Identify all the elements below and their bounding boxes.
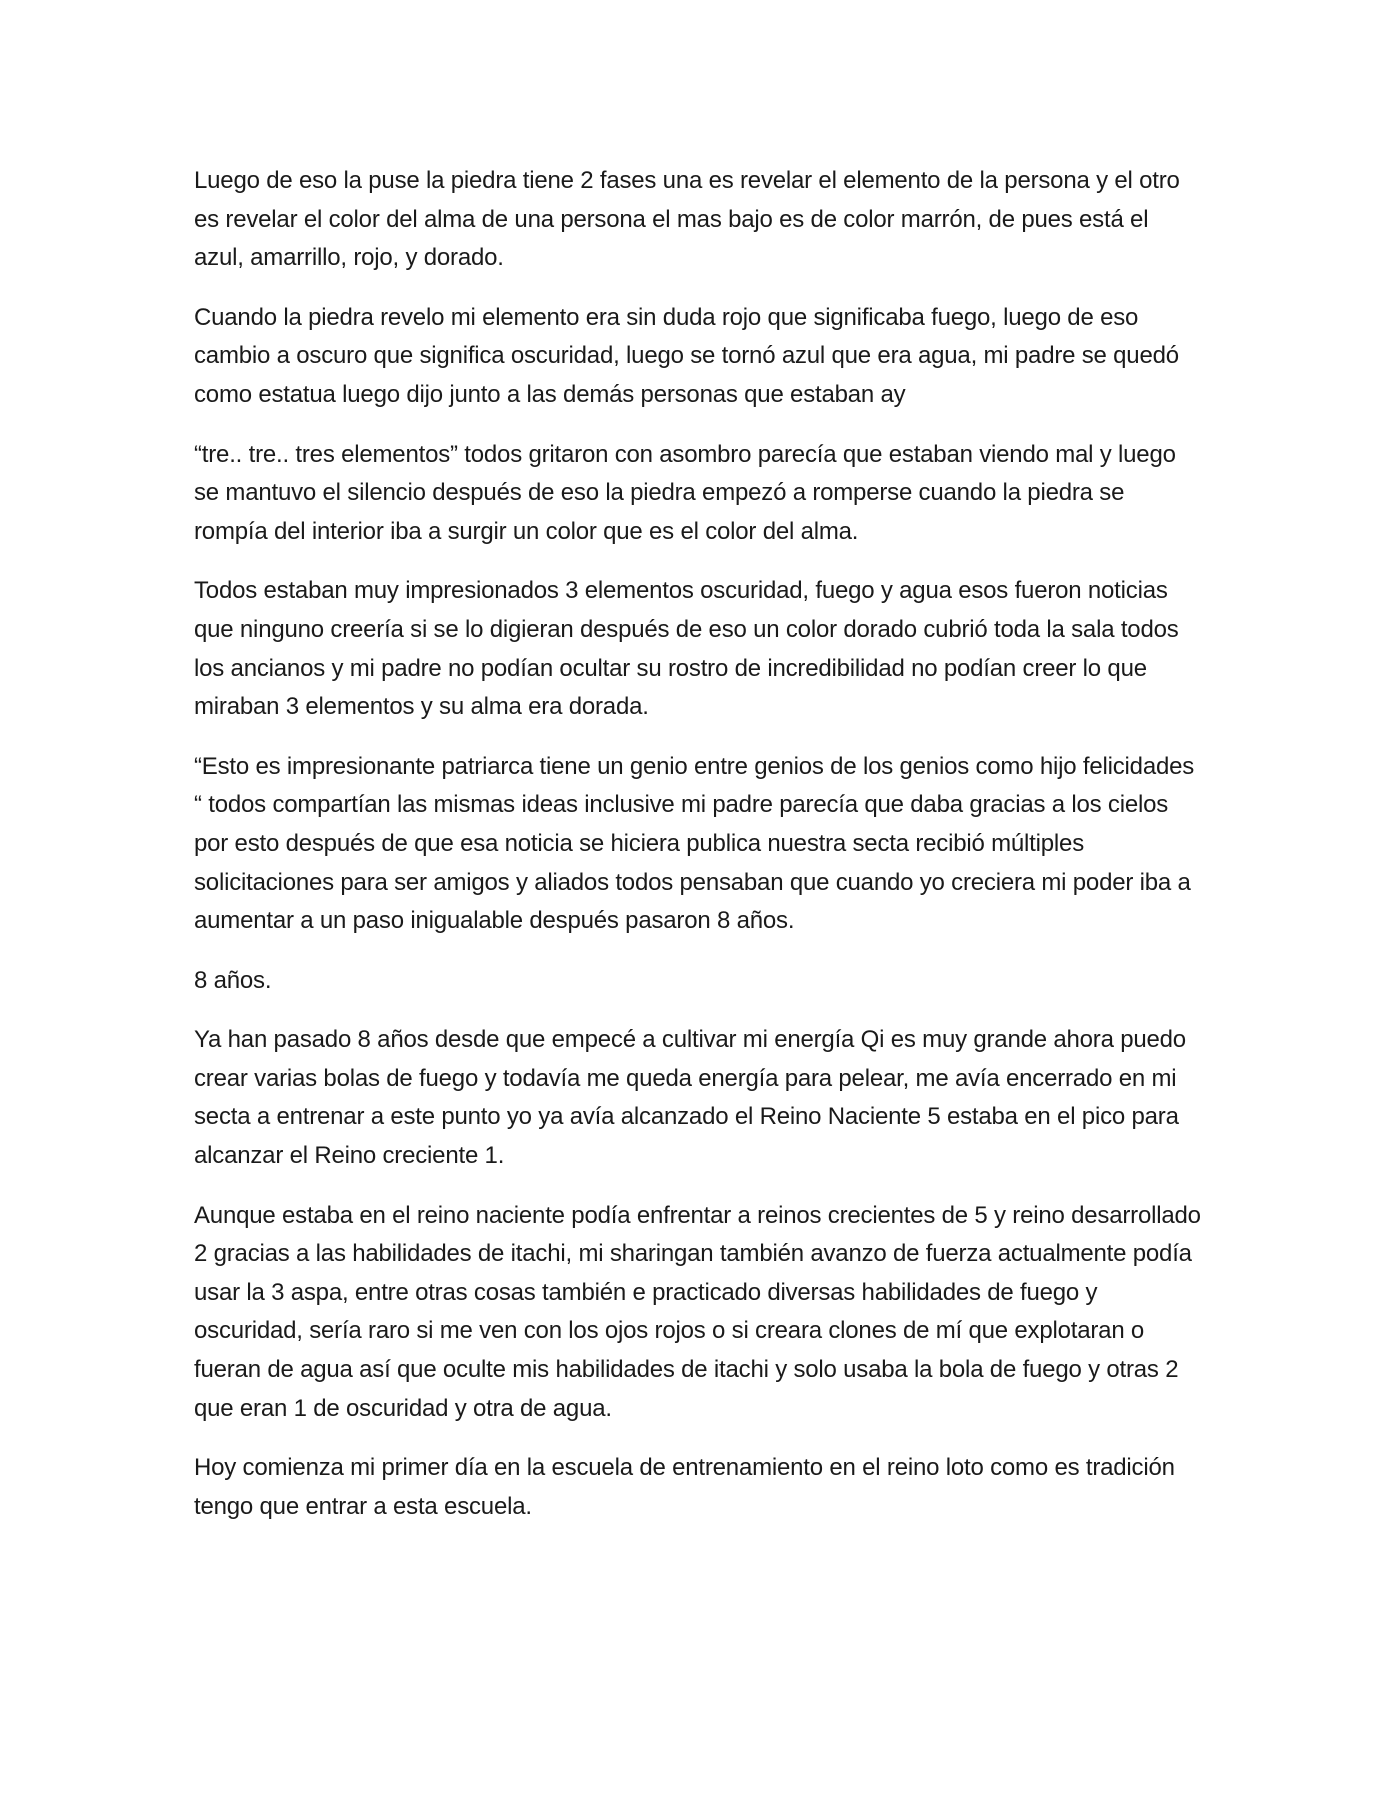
paragraph: Todos estaban muy impresionados 3 elementos oscuridad, fuego y agua esos fueron noticias que ninguno creería si se lo digieran después de eso un color dorado cubrió toda la sala todos los ancianos y mi padre no podían ocultar su rostro de incredibilidad no podían creer lo que miraban 3 elementos y su alma era dorada. <box>194 577 1179 721</box>
paragraph: Luego de eso la puse la piedra tiene 2 fases una es revelar el elemento de la persona y el otro es revelar el color del alma de una persona el mas bajo es de color marrón, de pues está el azul, amarrillo, rojo, y dorado. <box>194 167 1180 272</box>
paragraph: Hoy comienza mi primer día en la escuela de entrenamiento en el reino loto como es tradición tengo que entrar a esta escuela. <box>194 1454 1175 1520</box>
paragraph: 8 años. <box>194 966 272 994</box>
paragraph: “tre.. tre.. tres elementos” todos gritaron con asombro parecía que estaban viendo mal y luego se mantuvo el silencio después de eso la piedra empezó a romperse cuando la piedra se rompía del interior iba a surgir un color que es el color del alma. <box>194 440 1176 545</box>
paragraph: Cuando la piedra revelo mi elemento era sin duda rojo que significaba fuego, luego de eso cambio a oscuro que significa oscuridad, luego se tornó azul que era agua, mi padre se quedó como estatua luego dijo junto a las demás personas que estaban ay <box>194 303 1179 408</box>
paragraph: Aunque estaba en el reino naciente podía enfrentar a reinos crecientes de 5 y reino desarrollado 2 gracias a las habilidades de itachi, mi sharingan también avanzo de fuerza actualmente podía usar la 3 aspa, entre otras cosas también e practicado diversas habilidades de fuego y oscuridad, sería raro si me ven con los ojos rojos o si creara clones de mí que explotaran o fueran de agua así que oculte mis habilidades de itachi y solo usaba la bola de fuego y otras 2 que eran 1 de oscuridad y otra de agua. <box>194 1201 1201 1422</box>
paragraph: Ya han pasado 8 años desde que empecé a cultivar mi energía Qi es muy grande ahora puedo crear varias bolas de fuego y todavía me queda energía para pelear, me avía encerrado en mi secta a entrenar a este punto yo ya avía alcanzado el Reino Naciente 5 estaba en el pico para alcanzar el Reino creciente 1. <box>194 1026 1186 1170</box>
document-body <box>194 162 1204 1547</box>
paragraph: “Esto es impresionante patriarca tiene un genio entre genios de los genios como hijo felicidades “ todos compartían las mismas ideas inclusive mi padre parecía que daba gracias a los cielos por esto después de que esa noticia se hiciera publica nuestra secta recibió múltiples solicitaciones para ser amigos y aliados todos pensaban que cuando yo creciera mi poder iba a aumentar a un paso inigualable después pasaron 8 años. <box>194 752 1195 935</box>
